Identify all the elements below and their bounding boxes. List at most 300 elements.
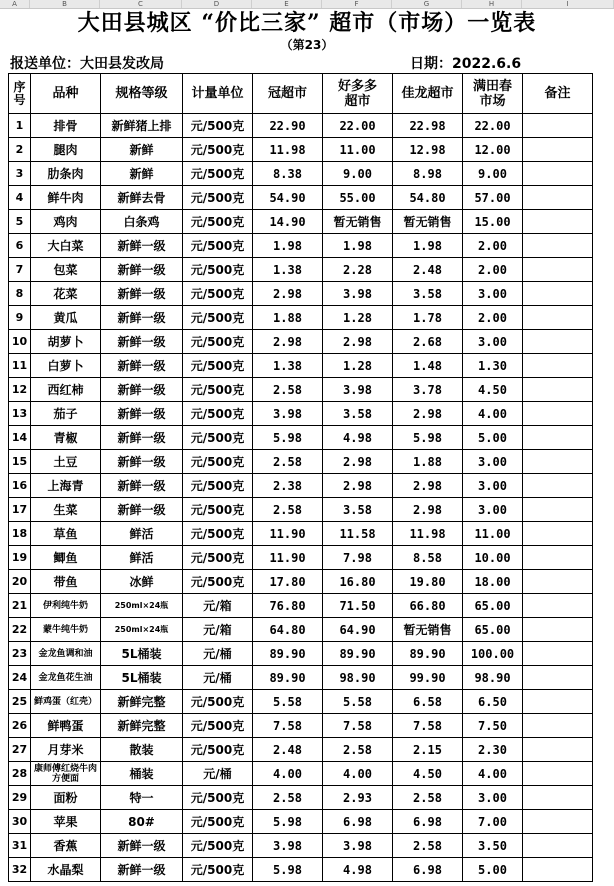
note-cell[interactable] [523,762,593,786]
grade-cell[interactable]: 5L桶装 [101,666,183,690]
note-cell[interactable] [523,354,593,378]
price-mantianchun-cell[interactable]: 2.00 [463,234,523,258]
price-jialong-cell[interactable]: 99.90 [393,666,463,690]
price-guanchao-cell[interactable]: 2.98 [253,330,323,354]
grade-cell[interactable]: 新鲜一级 [101,474,183,498]
price-jialong-cell[interactable]: 1.98 [393,234,463,258]
item-cell[interactable]: 肋条肉 [31,162,101,186]
seq-cell[interactable]: 32 [9,858,31,882]
price-haoduoduo-cell[interactable]: 7.58 [323,714,393,738]
unit-cell[interactable]: 元/500克 [183,474,253,498]
price-jialong-cell[interactable]: 3.58 [393,282,463,306]
price-jialong-cell[interactable]: 4.50 [393,762,463,786]
grade-cell[interactable]: 80# [101,810,183,834]
grade-cell[interactable]: 新鲜猪上排 [101,114,183,138]
unit-cell[interactable]: 元/500克 [183,426,253,450]
price-mantianchun-cell[interactable]: 65.00 [463,618,523,642]
grade-cell[interactable]: 新鲜一级 [101,234,183,258]
price-jialong-cell[interactable]: 3.78 [393,378,463,402]
price-guanchao-cell[interactable]: 5.98 [253,810,323,834]
price-guanchao-cell[interactable]: 1.38 [253,258,323,282]
seq-cell[interactable]: 10 [9,330,31,354]
price-guanchao-cell[interactable]: 17.80 [253,570,323,594]
price-haoduoduo-cell[interactable]: 2.28 [323,258,393,282]
price-haoduoduo-cell[interactable]: 55.00 [323,186,393,210]
unit-cell[interactable]: 元/500克 [183,810,253,834]
header-item[interactable]: 品种 [31,74,101,114]
price-haoduoduo-cell[interactable]: 3.58 [323,402,393,426]
note-cell[interactable] [523,234,593,258]
price-guanchao-cell[interactable]: 4.00 [253,762,323,786]
item-cell[interactable]: 带鱼 [31,570,101,594]
note-cell[interactable] [523,810,593,834]
item-cell[interactable]: 金龙鱼调和油 [31,642,101,666]
unit-cell[interactable]: 元/500克 [183,114,253,138]
note-cell[interactable] [523,834,593,858]
note-cell[interactable] [523,162,593,186]
seq-cell[interactable]: 14 [9,426,31,450]
item-cell[interactable]: 土豆 [31,450,101,474]
header-seq[interactable]: 序号 [9,74,31,114]
item-cell[interactable]: 康师傅红烧牛肉方便面 [31,762,101,786]
price-guanchao-cell[interactable]: 3.98 [253,834,323,858]
seq-cell[interactable]: 19 [9,546,31,570]
unit-cell[interactable]: 元/500克 [183,570,253,594]
unit-cell[interactable]: 元/500克 [183,498,253,522]
column-letter-i[interactable]: I [522,0,614,8]
seq-cell[interactable]: 16 [9,474,31,498]
price-jialong-cell[interactable]: 7.58 [393,714,463,738]
price-guanchao-cell[interactable]: 11.98 [253,138,323,162]
unit-cell[interactable]: 元/500克 [183,330,253,354]
price-guanchao-cell[interactable]: 54.90 [253,186,323,210]
unit-cell[interactable]: 元/500克 [183,834,253,858]
unit-cell[interactable]: 元/500克 [183,546,253,570]
note-cell[interactable] [523,786,593,810]
price-mantianchun-cell[interactable]: 3.00 [463,498,523,522]
price-haoduoduo-cell[interactable]: 3.98 [323,834,393,858]
item-cell[interactable]: 鸡肉 [31,210,101,234]
seq-cell[interactable]: 28 [9,762,31,786]
price-guanchao-cell[interactable]: 5.98 [253,426,323,450]
price-haoduoduo-cell[interactable]: 98.90 [323,666,393,690]
price-haoduoduo-cell[interactable]: 71.50 [323,594,393,618]
column-letter-d[interactable]: D [182,0,252,8]
price-jialong-cell[interactable]: 2.15 [393,738,463,762]
unit-cell[interactable]: 元/箱 [183,594,253,618]
price-guanchao-cell[interactable]: 2.58 [253,498,323,522]
price-jialong-cell[interactable]: 19.80 [393,570,463,594]
price-guanchao-cell[interactable]: 2.48 [253,738,323,762]
price-guanchao-cell[interactable]: 2.58 [253,378,323,402]
price-mantianchun-cell[interactable]: 3.00 [463,474,523,498]
note-cell[interactable] [523,426,593,450]
price-mantianchun-cell[interactable]: 100.00 [463,642,523,666]
price-haoduoduo-cell[interactable]: 3.98 [323,378,393,402]
price-jialong-cell[interactable]: 11.98 [393,522,463,546]
note-cell[interactable] [523,210,593,234]
unit-cell[interactable]: 元/500克 [183,162,253,186]
unit-cell[interactable]: 元/桶 [183,666,253,690]
seq-cell[interactable]: 30 [9,810,31,834]
unit-cell[interactable]: 元/500克 [183,522,253,546]
note-cell[interactable] [523,258,593,282]
price-mantianchun-cell[interactable]: 3.50 [463,834,523,858]
price-mantianchun-cell[interactable]: 7.00 [463,810,523,834]
item-cell[interactable]: 鲜鸡蛋（红壳） [31,690,101,714]
price-mantianchun-cell[interactable]: 65.00 [463,594,523,618]
price-guanchao-cell[interactable]: 22.90 [253,114,323,138]
item-cell[interactable]: 茄子 [31,402,101,426]
item-cell[interactable]: 鲫鱼 [31,546,101,570]
note-cell[interactable] [523,498,593,522]
price-jialong-cell[interactable]: 22.98 [393,114,463,138]
seq-cell[interactable]: 7 [9,258,31,282]
grade-cell[interactable]: 新鲜完整 [101,714,183,738]
price-haoduoduo-cell[interactable]: 16.80 [323,570,393,594]
column-letter-b[interactable]: B [30,0,100,8]
header-grade[interactable]: 规格等级 [101,74,183,114]
price-jialong-cell[interactable]: 2.98 [393,498,463,522]
unit-cell[interactable]: 元/500克 [183,210,253,234]
seq-cell[interactable]: 13 [9,402,31,426]
price-haoduoduo-cell[interactable]: 暂无销售 [323,210,393,234]
seq-cell[interactable]: 15 [9,450,31,474]
price-mantianchun-cell[interactable]: 7.50 [463,714,523,738]
price-jialong-cell[interactable]: 暂无销售 [393,210,463,234]
price-jialong-cell[interactable]: 8.58 [393,546,463,570]
grade-cell[interactable]: 新鲜一级 [101,282,183,306]
grade-cell[interactable]: 新鲜完整 [101,690,183,714]
item-cell[interactable]: 香蕉 [31,834,101,858]
price-guanchao-cell[interactable]: 89.90 [253,642,323,666]
price-haoduoduo-cell[interactable]: 4.98 [323,426,393,450]
note-cell[interactable] [523,138,593,162]
price-jialong-cell[interactable]: 2.98 [393,474,463,498]
seq-cell[interactable]: 25 [9,690,31,714]
note-cell[interactable] [523,450,593,474]
price-jialong-cell[interactable]: 1.88 [393,450,463,474]
item-cell[interactable]: 鲜牛肉 [31,186,101,210]
note-cell[interactable] [523,378,593,402]
column-letter-f[interactable]: F [322,0,392,8]
price-haoduoduo-cell[interactable]: 6.98 [323,810,393,834]
price-haoduoduo-cell[interactable]: 1.28 [323,306,393,330]
price-mantianchun-cell[interactable]: 1.30 [463,354,523,378]
grade-cell[interactable]: 250ml×24瓶 [101,594,183,618]
price-haoduoduo-cell[interactable]: 3.58 [323,498,393,522]
price-mantianchun-cell[interactable]: 12.00 [463,138,523,162]
price-jialong-cell[interactable]: 2.48 [393,258,463,282]
grade-cell[interactable]: 鲜活 [101,522,183,546]
unit-cell[interactable]: 元/500克 [183,738,253,762]
item-cell[interactable]: 草鱼 [31,522,101,546]
price-haoduoduo-cell[interactable]: 7.98 [323,546,393,570]
item-cell[interactable]: 排骨 [31,114,101,138]
price-mantianchun-cell[interactable]: 3.00 [463,330,523,354]
unit-cell[interactable]: 元/500克 [183,186,253,210]
price-guanchao-cell[interactable]: 11.90 [253,522,323,546]
seq-cell[interactable]: 8 [9,282,31,306]
price-guanchao-cell[interactable]: 76.80 [253,594,323,618]
note-cell[interactable] [523,546,593,570]
grade-cell[interactable]: 新鲜一级 [101,258,183,282]
price-mantianchun-cell[interactable]: 3.00 [463,450,523,474]
note-cell[interactable] [523,666,593,690]
seq-cell[interactable]: 6 [9,234,31,258]
seq-cell[interactable]: 20 [9,570,31,594]
price-jialong-cell[interactable]: 12.98 [393,138,463,162]
seq-cell[interactable]: 24 [9,666,31,690]
header-note[interactable]: 备注 [523,74,593,114]
note-cell[interactable] [523,738,593,762]
grade-cell[interactable]: 鲜活 [101,546,183,570]
grade-cell[interactable]: 新鲜一级 [101,330,183,354]
item-cell[interactable]: 西红柿 [31,378,101,402]
price-guanchao-cell[interactable]: 2.38 [253,474,323,498]
header-store-haoduoduo[interactable]: 好多多超市 [323,74,393,114]
note-cell[interactable] [523,570,593,594]
price-jialong-cell[interactable]: 暂无销售 [393,618,463,642]
price-mantianchun-cell[interactable]: 4.00 [463,762,523,786]
seq-cell[interactable]: 9 [9,306,31,330]
item-cell[interactable]: 鲜鸭蛋 [31,714,101,738]
note-cell[interactable] [523,690,593,714]
unit-cell[interactable]: 元/箱 [183,618,253,642]
seq-cell[interactable]: 1 [9,114,31,138]
price-jialong-cell[interactable]: 2.98 [393,402,463,426]
price-mantianchun-cell[interactable]: 5.00 [463,426,523,450]
item-cell[interactable]: 胡萝卜 [31,330,101,354]
price-haoduoduo-cell[interactable]: 4.00 [323,762,393,786]
price-guanchao-cell[interactable]: 8.38 [253,162,323,186]
price-jialong-cell[interactable]: 8.98 [393,162,463,186]
price-guanchao-cell[interactable]: 1.88 [253,306,323,330]
price-guanchao-cell[interactable]: 3.98 [253,402,323,426]
price-jialong-cell[interactable]: 6.58 [393,690,463,714]
grade-cell[interactable]: 250ml×24瓶 [101,618,183,642]
price-haoduoduo-cell[interactable]: 5.58 [323,690,393,714]
seq-cell[interactable]: 26 [9,714,31,738]
price-guanchao-cell[interactable]: 14.90 [253,210,323,234]
item-cell[interactable]: 大白菜 [31,234,101,258]
price-haoduoduo-cell[interactable]: 11.00 [323,138,393,162]
price-haoduoduo-cell[interactable]: 1.98 [323,234,393,258]
seq-cell[interactable]: 22 [9,618,31,642]
seq-cell[interactable]: 17 [9,498,31,522]
price-guanchao-cell[interactable]: 2.58 [253,786,323,810]
item-cell[interactable]: 黄瓜 [31,306,101,330]
price-mantianchun-cell[interactable]: 2.00 [463,306,523,330]
seq-cell[interactable]: 23 [9,642,31,666]
note-cell[interactable] [523,306,593,330]
price-mantianchun-cell[interactable]: 98.90 [463,666,523,690]
item-cell[interactable]: 腿肉 [31,138,101,162]
seq-cell[interactable]: 31 [9,834,31,858]
unit-cell[interactable]: 元/500克 [183,714,253,738]
price-mantianchun-cell[interactable]: 4.00 [463,402,523,426]
price-haoduoduo-cell[interactable]: 3.98 [323,282,393,306]
price-guanchao-cell[interactable]: 1.38 [253,354,323,378]
unit-cell[interactable]: 元/桶 [183,642,253,666]
unit-cell[interactable]: 元/500克 [183,450,253,474]
item-cell[interactable]: 上海青 [31,474,101,498]
price-jialong-cell[interactable]: 54.80 [393,186,463,210]
grade-cell[interactable]: 新鲜一级 [101,450,183,474]
seq-cell[interactable]: 27 [9,738,31,762]
price-jialong-cell[interactable]: 6.98 [393,810,463,834]
item-cell[interactable]: 包菜 [31,258,101,282]
note-cell[interactable] [523,186,593,210]
price-jialong-cell[interactable]: 5.98 [393,426,463,450]
price-guanchao-cell[interactable]: 5.98 [253,858,323,882]
item-cell[interactable]: 月芽米 [31,738,101,762]
seq-cell[interactable]: 3 [9,162,31,186]
header-store-jialong[interactable]: 佳龙超市 [393,74,463,114]
unit-cell[interactable]: 元/500克 [183,402,253,426]
price-guanchao-cell[interactable]: 2.58 [253,450,323,474]
grade-cell[interactable]: 新鲜一级 [101,306,183,330]
price-guanchao-cell[interactable]: 7.58 [253,714,323,738]
unit-cell[interactable]: 元/500克 [183,690,253,714]
price-mantianchun-cell[interactable]: 9.00 [463,162,523,186]
price-mantianchun-cell[interactable]: 10.00 [463,546,523,570]
item-cell[interactable]: 伊利纯牛奶 [31,594,101,618]
price-jialong-cell[interactable]: 2.58 [393,786,463,810]
price-mantianchun-cell[interactable]: 5.00 [463,858,523,882]
unit-cell[interactable]: 元/500克 [183,306,253,330]
price-mantianchun-cell[interactable]: 15.00 [463,210,523,234]
item-cell[interactable]: 水晶梨 [31,858,101,882]
grade-cell[interactable]: 新鲜 [101,138,183,162]
price-jialong-cell[interactable]: 1.78 [393,306,463,330]
grade-cell[interactable]: 桶装 [101,762,183,786]
grade-cell[interactable]: 新鲜 [101,162,183,186]
price-haoduoduo-cell[interactable]: 1.28 [323,354,393,378]
grade-cell[interactable]: 新鲜去骨 [101,186,183,210]
note-cell[interactable] [523,114,593,138]
price-mantianchun-cell[interactable]: 11.00 [463,522,523,546]
seq-cell[interactable]: 5 [9,210,31,234]
seq-cell[interactable]: 21 [9,594,31,618]
column-letter-c[interactable]: C [100,0,182,8]
grade-cell[interactable]: 新鲜一级 [101,378,183,402]
note-cell[interactable] [523,858,593,882]
grade-cell[interactable]: 新鲜一级 [101,498,183,522]
unit-cell[interactable]: 元/500克 [183,858,253,882]
grade-cell[interactable]: 新鲜一级 [101,858,183,882]
seq-cell[interactable]: 4 [9,186,31,210]
unit-cell[interactable]: 元/500克 [183,282,253,306]
note-cell[interactable] [523,522,593,546]
item-cell[interactable]: 蒙牛纯牛奶 [31,618,101,642]
unit-cell[interactable]: 元/500克 [183,354,253,378]
header-unit[interactable]: 计量单位 [183,74,253,114]
price-haoduoduo-cell[interactable]: 2.98 [323,474,393,498]
grade-cell[interactable]: 新鲜一级 [101,354,183,378]
price-jialong-cell[interactable]: 1.48 [393,354,463,378]
item-cell[interactable]: 花菜 [31,282,101,306]
price-guanchao-cell[interactable]: 11.90 [253,546,323,570]
note-cell[interactable] [523,594,593,618]
seq-cell[interactable]: 2 [9,138,31,162]
price-mantianchun-cell[interactable]: 3.00 [463,786,523,810]
unit-cell[interactable]: 元/500克 [183,378,253,402]
price-haoduoduo-cell[interactable]: 2.98 [323,450,393,474]
note-cell[interactable] [523,714,593,738]
unit-cell[interactable]: 元/500克 [183,786,253,810]
price-haoduoduo-cell[interactable]: 89.90 [323,642,393,666]
unit-cell[interactable]: 元/500克 [183,234,253,258]
note-cell[interactable] [523,282,593,306]
grade-cell[interactable]: 特一 [101,786,183,810]
price-guanchao-cell[interactable]: 64.80 [253,618,323,642]
price-haoduoduo-cell[interactable]: 2.98 [323,330,393,354]
header-store-guanchao[interactable]: 冠超市 [253,74,323,114]
price-haoduoduo-cell[interactable]: 11.58 [323,522,393,546]
price-mantianchun-cell[interactable]: 4.50 [463,378,523,402]
price-guanchao-cell[interactable]: 2.98 [253,282,323,306]
note-cell[interactable] [523,642,593,666]
price-jialong-cell[interactable]: 66.80 [393,594,463,618]
unit-cell[interactable]: 元/桶 [183,762,253,786]
price-guanchao-cell[interactable]: 89.90 [253,666,323,690]
column-letter-h[interactable]: H [462,0,522,8]
column-letter-a[interactable]: A [0,0,30,8]
price-mantianchun-cell[interactable]: 2.30 [463,738,523,762]
unit-cell[interactable]: 元/500克 [183,258,253,282]
note-cell[interactable] [523,402,593,426]
item-cell[interactable]: 金龙鱼花生油 [31,666,101,690]
note-cell[interactable] [523,474,593,498]
grade-cell[interactable]: 冰鲜 [101,570,183,594]
item-cell[interactable]: 生菜 [31,498,101,522]
seq-cell[interactable]: 18 [9,522,31,546]
price-mantianchun-cell[interactable]: 2.00 [463,258,523,282]
note-cell[interactable] [523,330,593,354]
grade-cell[interactable]: 新鲜一级 [101,834,183,858]
price-haoduoduo-cell[interactable]: 4.98 [323,858,393,882]
column-letter-g[interactable]: G [392,0,462,8]
price-jialong-cell[interactable]: 2.68 [393,330,463,354]
seq-cell[interactable]: 11 [9,354,31,378]
price-haoduoduo-cell[interactable]: 2.58 [323,738,393,762]
grade-cell[interactable]: 白条鸡 [101,210,183,234]
price-haoduoduo-cell[interactable]: 22.00 [323,114,393,138]
grade-cell[interactable]: 散装 [101,738,183,762]
price-jialong-cell[interactable]: 89.90 [393,642,463,666]
note-cell[interactable] [523,618,593,642]
price-mantianchun-cell[interactable]: 22.00 [463,114,523,138]
grade-cell[interactable]: 新鲜一级 [101,426,183,450]
price-guanchao-cell[interactable]: 1.98 [253,234,323,258]
price-haoduoduo-cell[interactable]: 64.90 [323,618,393,642]
grade-cell[interactable]: 新鲜一级 [101,402,183,426]
column-letter-e[interactable]: E [252,0,322,8]
item-cell[interactable]: 青椒 [31,426,101,450]
price-mantianchun-cell[interactable]: 57.00 [463,186,523,210]
item-cell[interactable]: 白萝卜 [31,354,101,378]
item-cell[interactable]: 苹果 [31,810,101,834]
item-cell[interactable]: 面粉 [31,786,101,810]
price-mantianchun-cell[interactable]: 3.00 [463,282,523,306]
header-store-mantianchun[interactable]: 满田春市场 [463,74,523,114]
price-mantianchun-cell[interactable]: 6.50 [463,690,523,714]
price-haoduoduo-cell[interactable]: 9.00 [323,162,393,186]
seq-cell[interactable]: 12 [9,378,31,402]
price-guanchao-cell[interactable]: 5.58 [253,690,323,714]
price-haoduoduo-cell[interactable]: 2.93 [323,786,393,810]
